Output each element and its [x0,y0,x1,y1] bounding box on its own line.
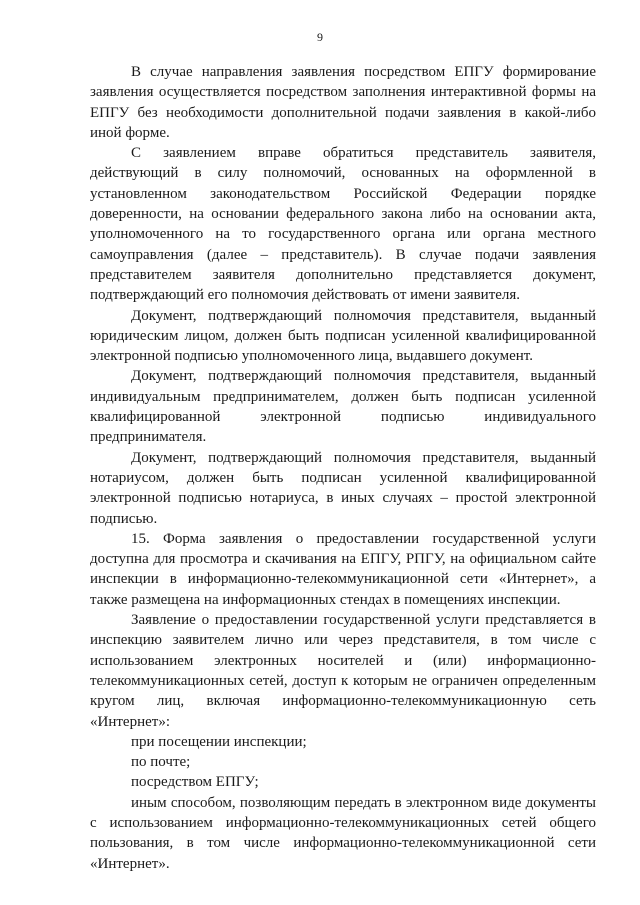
list-item: посредством ЕПГУ; [131,774,259,791]
list-item: при посещении инспекции; [131,733,307,750]
list-item: по почте; [131,754,191,771]
paragraph-submission-methods: Заявление о предоставлении государственной услуги представляется в инспекцию заявителем лично или через представителя, в том числе с использованием электронных носителей и (или) информационно-телекоммуникационных сетей, доступ к которым не ограничен определенным кругом лиц, включая информационно-телекоммуникационную сеть «Интернет»: [90,612,596,730]
paragraph-epgu-submission: В случае направления заявления посредством ЕПГУ формирование заявления осуществляется посредством заполнения интерактивной формы на ЕПГУ без необходимости дополнительной подачи заявления в какой-либо иной форме. [90,64,596,141]
paragraph-legal-entity: Документ, подтверждающий полномочия представителя, выданный юридическим лицом, должен быть подписан усиленной квалифицированной электронной подписью уполномоченного лица, выдавшего документ. [90,307,596,365]
page-number: 9 [317,30,323,44]
document-body [90,62,596,874]
paragraph-other-method: иным способом, позволяющим передать в электронном виде документы с использованием информационно-телекоммуникационных сетей общего пользования, в том числе информационно-телекоммуникационной сети «Интернет». [90,794,596,872]
paragraph-form-availability: 15. Форма заявления о предоставлении государственной услуги доступна для просмотра и скачивания на ЕПГУ, РПГУ, на официальном сайте инспекции в информационно-телекоммуникационной сети «Интернет», а также размещена на информационных стендах в помещениях инспекции. [90,530,596,608]
paragraph-notary: Документ, подтверждающий полномочия представителя, выданный нотариусом, должен быть подписан усиленной квалифицированной электронной подписью нотариуса, в иных случаях – простой электронной подписью. [90,449,596,527]
paragraph-representative: С заявлением вправе обратиться представитель заявителя, действующий в силу полномочий, основанных на оформленной в установленном законодательством Российской Федерации порядке доверенности, на основании федерального закона либо на основании акта, уполномоченного на то государственного органа или органа местного самоуправления (далее – представитель). В случае подачи заявления представителем заявителя дополнительно представляется документ, подтверждающий его полномочия действовать от имени заявителя. [90,145,596,304]
paragraph-entrepreneur: Документ, подтверждающий полномочия представителя, выданный индивидуальным предпринимателем, должен быть подписан усиленной квалифицированной электронной подписью индивидуального предпринимателя. [90,368,596,446]
